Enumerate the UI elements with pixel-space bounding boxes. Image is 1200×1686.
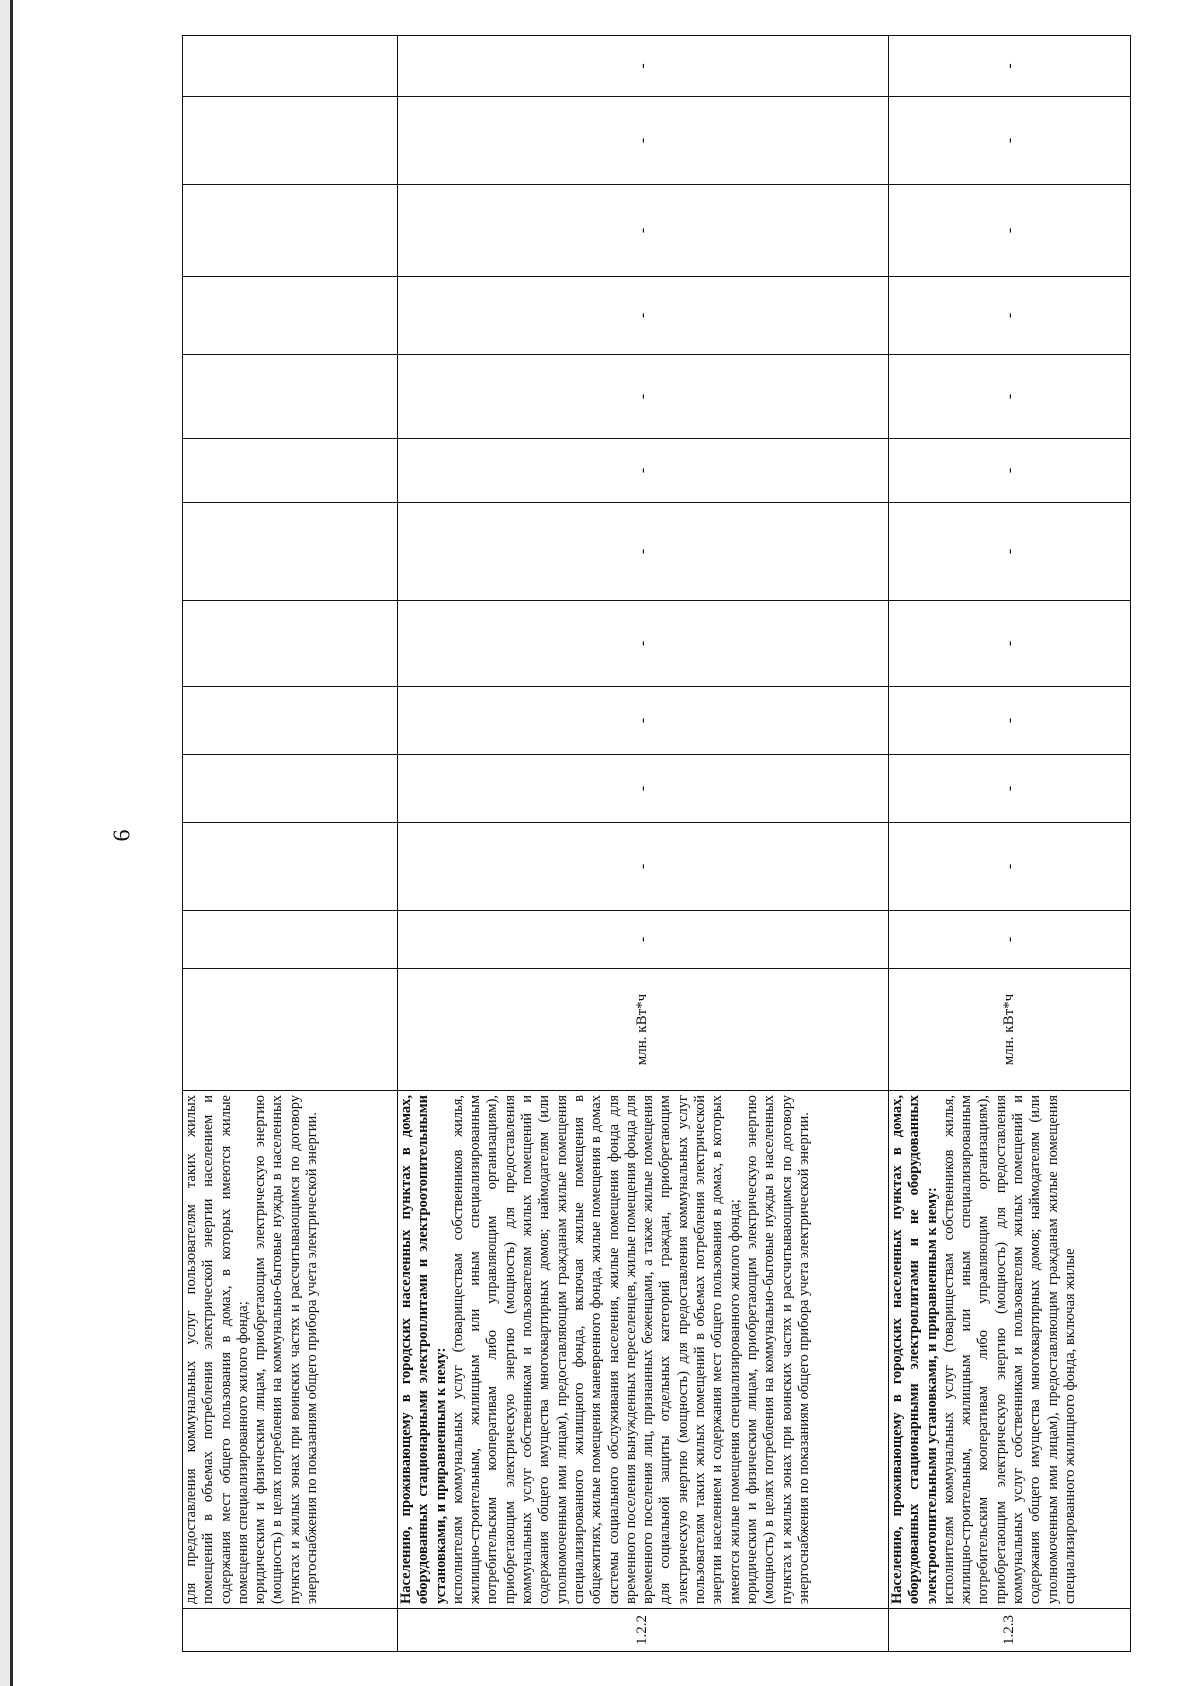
value-cell: - [889,185,1131,277]
category-paragraph: исполнителям коммунальных услуг (товариществам собственников жилья, жилищно-строительным, жилищным или иным специализированным потребительским кооперативам либо управляющим организациям), приобретающим электрическую энергию (мощность) для предоставления коммунальных услуг собственникам и пользователям жилых помещений и содержания общего имущества многоквартирных домов; наймодателям (или уполномоченным ими лицам), предоставляющим гражданам жилые помещения специализированного жилищного фонда, включая жилые [940,1095,1078,1604]
value-cell: - [398,355,889,439]
value-cell: - [889,439,1131,503]
row-description [398,1091,889,1609]
category-heading: Населению, проживающему в городских населенных пунктах в домах, оборудованных стационарными электроплитами и электроотопительными установками, и приравненным к нему: [398,1095,449,1604]
scan-margin [0,0,10,1686]
value-cell: - [398,601,889,687]
value-cell: - [398,911,889,969]
value-cell [183,185,398,277]
value-cell [183,36,398,97]
value-cell [183,823,398,911]
rotated-table-container [182,36,1130,1652]
table-row [183,36,398,1652]
value-cell: - [398,277,889,355]
page-number: 6 [109,829,136,842]
value-cell: - [889,97,1131,185]
row-description [183,1091,398,1609]
category-heading: Населению, проживающему в городских населенных пунктах в домах, оборудованных стационарными электроплитами и не оборудованных электроотопительными установками, и приравненным к нему: [889,1095,940,1604]
value-cell [183,601,398,687]
value-cell: - [889,687,1131,755]
tariff-table [182,35,1131,1652]
value-cell: - [398,823,889,911]
scan-edge-line [10,0,13,1686]
value-cell: - [398,439,889,503]
value-cell: - [398,755,889,823]
value-cell: - [398,36,889,97]
category-paragraph: юридическим и физическим лицам, приобретающим электрическую энергию (мощность) в целях потребления на коммунально-бытовые нужды в населенных пунктах и жилых зонах при воинских частях и рассчитывающимся по договору энергоснабжения по показаниям общего прибора учета электрической энергии. [743,1095,812,1604]
value-cell [183,911,398,969]
value-cell: - [398,687,889,755]
row-description [889,1091,1131,1609]
value-cell: - [889,277,1131,355]
value-cell: - [398,185,889,277]
category-paragraph: юридическим и физическим лицам, приобретающим электрическую энергию (мощность) в целях потребления на коммунально-бытовые нужды в населенных пунктах и жилых зонах при воинских частях и рассчитывающимся по договору энергоснабжения по показаниям общего прибора учета электрической энергии. [252,1095,321,1604]
row-number: 1.2.3 [889,1609,1131,1652]
value-cell: - [398,503,889,601]
value-cell: - [889,355,1131,439]
unit-cell: млн. кВт*ч [398,969,889,1091]
value-cell [183,439,398,503]
value-cell [183,687,398,755]
value-cell: - [889,911,1131,969]
category-paragraph: для предоставления коммунальных услуг пользователям таких жилых помещений в объемах потребления электрической энергии населением и содержания мест общего пользования в домах, в которых имеются жилые помещения специализированного жилого фонда; [183,1095,251,1604]
category-paragraph: исполнителям коммунальных услуг (товариществам собственников жилья, жилищно-строительным, жилищным или иным специализированным потребительским кооперативам либо управляющим организациям), приобретающим электрическую энергию (мощность) для предоставления коммунальных услуг собственникам и пользователям жилых помещений и содержания общего имущества многоквартирных домов; наймодателям (или уполномоченным ими лицам), предоставляющим гражданам жилые помещения специализированного жилищного фонда, включая жилые помещения в общежитиях, жилые помещения маневренного фонда, жилые помещения в домах системы социального обслуживания населения, жилые помещения фонда для временного поселения вынужденных переселенцев, жилые помещения фонда для временного поселения лиц, признанных беженцами, а также жилые помещения для социальной защиты отдельных категорий граждан, приобретающим электрическую энергию (мощность) для предоставления коммунальных услуг пользователям таких жилых помещений в объемах потребления электрической энергии населением и содержания мест общего пользования в домах, в которых имеются жилые помещения специализированного жилого фонда; [449,1095,743,1604]
value-cell [183,97,398,185]
value-cell: - [889,823,1131,911]
value-cell: - [889,36,1131,97]
value-cell: - [398,97,889,185]
row-number [183,1609,398,1652]
value-cell [183,503,398,601]
table-row [398,36,889,1652]
unit-cell [183,969,398,1091]
row-number: 1.2.2 [398,1609,889,1652]
value-cell [183,355,398,439]
table-row [889,36,1131,1652]
value-cell: - [889,755,1131,823]
value-cell: - [889,601,1131,687]
value-cell [183,755,398,823]
value-cell: - [889,503,1131,601]
unit-cell: млн. кВт*ч [889,969,1131,1091]
value-cell [183,277,398,355]
